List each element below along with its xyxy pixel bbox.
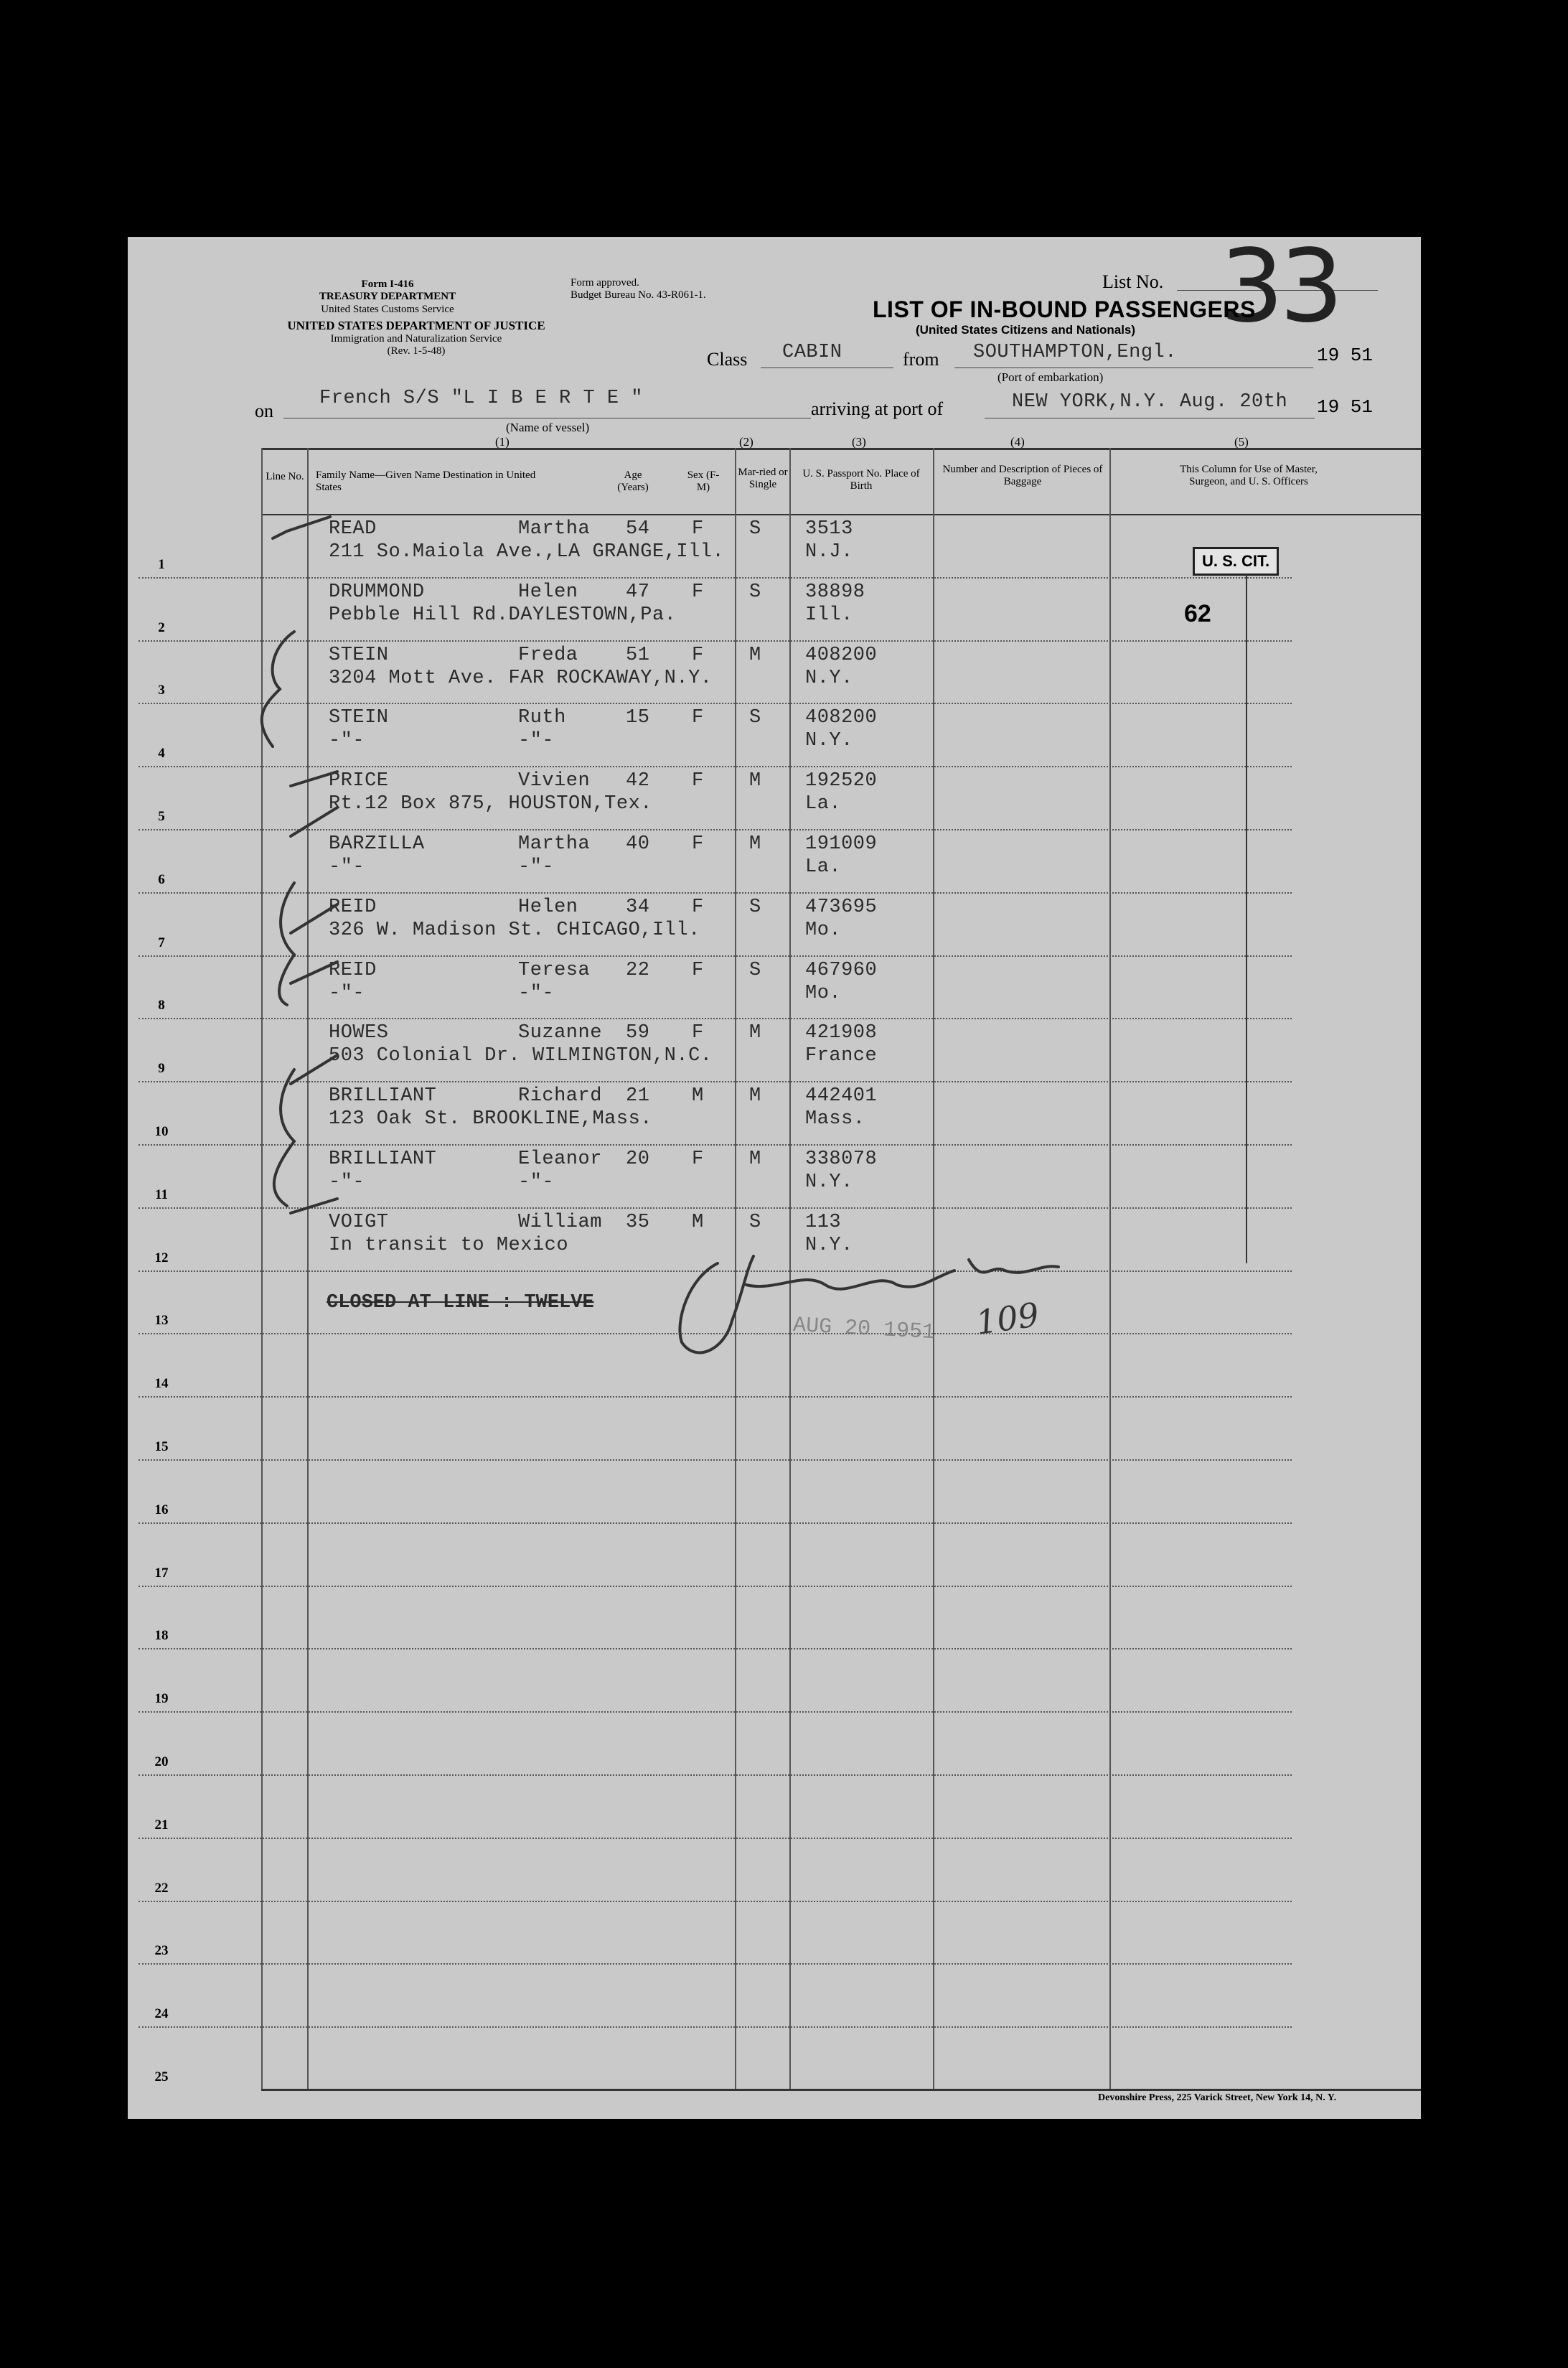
port-of-embarkation: SOUTHAMPTON,Engl. <box>973 342 1177 363</box>
line-number: 4 <box>158 746 165 762</box>
line-number: 16 <box>154 1502 169 1517</box>
passenger-destination: Rt.12 Box 875, HOUSTON,Tex. <box>329 793 652 815</box>
passenger-sex: F <box>692 959 704 981</box>
passenger-age: 40 <box>626 833 650 855</box>
check-mark <box>273 517 330 538</box>
line-number: 9 <box>158 1061 165 1077</box>
passenger-destination: -"- <box>329 982 365 1004</box>
passenger-age: 54 <box>626 518 650 540</box>
line-number: 23 <box>154 1943 169 1959</box>
passenger-age: 51 <box>626 644 650 666</box>
passenger-family-name: READ <box>329 518 377 540</box>
line-number: 6 <box>158 871 165 887</box>
passenger-sex: F <box>692 833 704 855</box>
passenger-birthplace: Mo. <box>805 982 842 1004</box>
passenger-destination: 123 Oak St. BROOKLINE,Mass. <box>329 1108 652 1131</box>
passenger-marital-status: S <box>749 707 761 729</box>
passenger-destination: 3204 Mott Ave. FAR ROCKAWAY,N.Y. <box>329 667 713 689</box>
passenger-birthplace: Ill. <box>805 604 853 626</box>
passenger-family-name: VOIGT <box>329 1211 389 1233</box>
passenger-age: 15 <box>626 707 650 729</box>
line-number: 20 <box>154 1754 169 1769</box>
passenger-marital-status: S <box>749 518 761 540</box>
line-number: 8 <box>158 998 165 1014</box>
passenger-family-name: BRILLIANT <box>329 1148 437 1170</box>
passenger-passport-no: 421908 <box>805 1022 878 1044</box>
col-num-1: (1) <box>495 435 510 449</box>
passenger-passport-no: 113 <box>805 1211 842 1233</box>
us-citizen-stamp: U. S. CIT. <box>1193 547 1279 576</box>
passenger-given-name: Helen <box>518 581 578 603</box>
line-number: 22 <box>154 1880 169 1896</box>
passenger-age: 21 <box>626 1085 650 1108</box>
passenger-birthplace: N.Y. <box>805 1171 853 1193</box>
passenger-sex: F <box>692 1022 704 1044</box>
line-number: 12 <box>154 1250 169 1265</box>
on-label: on <box>255 401 273 421</box>
passenger-destination: 211 So.Maiola Ave.,LA GRANGE,Ill. <box>329 541 725 563</box>
col-officers-use: This Column for Use of Master, Surgeon, and U. S. Officers <box>1180 464 1318 488</box>
passenger-destination: In transit to Mexico <box>329 1234 569 1256</box>
passenger-family-name: BARZILLA <box>329 833 425 855</box>
passenger-sex: M <box>692 1085 704 1108</box>
form-subtitle: (United States Citizens and Nationals) <box>916 323 1136 337</box>
bracket-mark <box>279 883 294 1005</box>
passenger-marital-status: M <box>749 833 761 855</box>
closed-at-line: CLOSED AT LINE : TWELVE <box>327 1292 594 1314</box>
list-no-label: List No. <box>1102 271 1164 292</box>
line-number: 3 <box>158 683 165 698</box>
passenger-birthplace: La. <box>805 856 842 878</box>
passenger-age: 42 <box>626 770 650 792</box>
form-title: LIST OF IN-BOUND PASSENGERS <box>873 296 1256 322</box>
year-1: 19 51 <box>1317 345 1374 366</box>
passenger-family-name: REID <box>329 896 377 918</box>
budget-bureau: Budget Bureau No. 43-R061-1. <box>571 289 706 301</box>
line-number: 10 <box>154 1124 169 1139</box>
line-number: 17 <box>154 1565 169 1581</box>
passenger-marital-status: M <box>749 1022 761 1044</box>
passenger-passport-no: 38898 <box>805 581 865 603</box>
passenger-passport-no: 408200 <box>805 707 878 729</box>
line-number: 19 <box>154 1691 169 1707</box>
passenger-passport-no: 192520 <box>805 770 878 792</box>
arrival-port-date: NEW YORK,N.Y. Aug. 20th <box>1012 391 1288 413</box>
passenger-age: 34 <box>626 896 650 918</box>
line-number: 21 <box>154 1817 169 1833</box>
col-baggage: Number and Description of Pieces of Baggage <box>942 464 1103 488</box>
vessel-name: French S/S "L I B E R T E " <box>319 388 643 409</box>
check-mark <box>291 772 337 786</box>
passenger-family-name: STEIN <box>329 644 389 666</box>
passenger-marital-status: M <box>749 770 761 792</box>
passenger-passport-no: 191009 <box>805 833 878 855</box>
port-embarkation-label: (Port of embarkation) <box>997 370 1104 384</box>
passenger-sex: F <box>692 896 704 918</box>
passenger-sex: F <box>692 644 704 666</box>
year-2: 19 51 <box>1317 396 1374 418</box>
passenger-passport-no: 338078 <box>805 1148 878 1170</box>
printer-footer: Devonshire Press, 225 Varick Street, New York 14, N. Y. <box>1098 2092 1337 2103</box>
passenger-passport-no: 467960 <box>805 959 878 981</box>
passenger-destination: 503 Colonial Dr. WILMINGTON,N.C. <box>329 1045 713 1067</box>
passenger-destination: -"- <box>329 1171 365 1193</box>
line-number: 1 <box>158 556 165 572</box>
bracket-mark <box>262 632 294 747</box>
class-value: CABIN <box>782 342 842 363</box>
passenger-birthplace: N.Y. <box>805 1234 853 1256</box>
check-mark <box>291 1055 337 1084</box>
passenger-marital-status: S <box>749 581 761 603</box>
passenger-given-name: Martha <box>518 518 591 540</box>
passenger-given-name: Teresa <box>518 959 591 981</box>
passenger-marital-status: S <box>749 959 761 981</box>
passenger-sex: F <box>692 1148 704 1170</box>
check-mark <box>291 962 337 983</box>
passenger-birthplace: N.Y. <box>805 730 853 752</box>
passenger-family-name: DRUMMOND <box>329 581 425 603</box>
check-mark <box>291 1199 337 1213</box>
class-label: Class <box>707 349 748 370</box>
officer-count: 62 <box>1184 600 1211 627</box>
passenger-destination: -"- <box>329 730 365 752</box>
passenger-sex: F <box>692 581 704 603</box>
treasury-dept: TREASURY DEPARTMENT <box>319 291 456 303</box>
line-number: 25 <box>154 2069 169 2084</box>
passenger-marital-status: S <box>749 896 761 918</box>
passenger-family-name: PRICE <box>329 770 389 792</box>
passenger-marital-status: S <box>749 1211 761 1233</box>
passenger-given-name: Martha <box>518 833 591 855</box>
list-number: 33 <box>1220 228 1340 345</box>
line-number: 24 <box>154 2006 169 2022</box>
passenger-birthplace: France <box>805 1045 878 1067</box>
passenger-given-ditto: -"- <box>518 730 555 752</box>
passenger-birthplace: Mo. <box>805 919 842 941</box>
passenger-family-name: HOWES <box>329 1022 389 1044</box>
passenger-passport-no: 442401 <box>805 1085 878 1108</box>
passenger-passport-no: 408200 <box>805 644 878 666</box>
inspector-number: 109 <box>973 1295 1042 1342</box>
passenger-given-name: Helen <box>518 896 578 918</box>
line-number: 2 <box>158 619 165 635</box>
passenger-birthplace: N.J. <box>805 541 853 563</box>
passenger-given-ditto: -"- <box>518 1171 555 1193</box>
passenger-birthplace: La. <box>805 793 842 815</box>
passenger-sex: F <box>692 707 704 729</box>
passenger-given-name: Freda <box>518 644 578 666</box>
vessel-label: (Name of vessel) <box>506 421 590 434</box>
form-approved: Form approved. <box>571 277 639 289</box>
passenger-given-name: Vivien <box>518 770 591 792</box>
col-num-3: (3) <box>852 435 866 449</box>
col-name-destination: Family Name—Given Name Destination in United States <box>316 469 536 494</box>
col-marital-status: Mar-ried or Single <box>738 467 788 491</box>
line-number: 11 <box>155 1187 168 1202</box>
passenger-given-name: Richard <box>518 1085 602 1108</box>
passenger-passport-no: 473695 <box>805 896 878 918</box>
passenger-sex: F <box>692 770 704 792</box>
passenger-passport-no: 3513 <box>805 518 853 540</box>
col-age: Age (Years) <box>617 469 649 494</box>
col-passport-birthplace: U. S. Passport No. Place of Birth <box>802 468 920 492</box>
passenger-marital-status: M <box>749 644 761 666</box>
justice-dept: UNITED STATES DEPARTMENT OF JUSTICE <box>287 319 545 332</box>
passenger-family-name: REID <box>329 959 377 981</box>
passenger-age: 47 <box>626 581 650 603</box>
passenger-marital-status: M <box>749 1085 761 1108</box>
passenger-given-name: Ruth <box>518 707 566 729</box>
passenger-given-name: Suzanne <box>518 1022 602 1044</box>
line-number: 15 <box>154 1439 169 1454</box>
passenger-birthplace: Mass. <box>805 1108 865 1131</box>
passenger-marital-status: M <box>749 1148 761 1170</box>
customs-service: United States Customs Service <box>321 303 454 315</box>
passenger-given-ditto: -"- <box>518 982 555 1004</box>
from-label: from <box>903 349 939 370</box>
line-number: 5 <box>158 809 165 824</box>
passenger-age: 35 <box>626 1211 650 1233</box>
passenger-family-name: BRILLIANT <box>329 1085 437 1108</box>
passenger-given-name: Eleanor <box>518 1148 602 1170</box>
passenger-destination: 326 W. Madison St. CHICAGO,Ill. <box>329 919 700 941</box>
line-number: 18 <box>154 1628 169 1644</box>
passenger-destination: -"- <box>329 856 365 878</box>
date-stamp: AUG 20 1951 <box>792 1313 936 1346</box>
line-number: 7 <box>158 935 165 950</box>
col-sex: Sex (F-M) <box>687 469 720 494</box>
ins-service: Immigration and Naturalization Service <box>330 332 502 345</box>
passenger-sex: M <box>692 1211 704 1233</box>
passenger-age: 59 <box>626 1022 650 1044</box>
col-line-no: Line No. <box>266 471 304 482</box>
line-number: 13 <box>154 1313 169 1329</box>
col-num-4: (4) <box>1010 435 1025 449</box>
passenger-family-name: STEIN <box>329 707 389 729</box>
col-num-5: (5) <box>1234 435 1249 449</box>
passenger-birthplace: N.Y. <box>805 667 853 689</box>
col-num-2: (2) <box>739 435 754 449</box>
check-mark <box>291 904 337 933</box>
passenger-given-ditto: -"- <box>518 856 555 878</box>
check-mark <box>291 808 337 836</box>
arriving-label: arriving at port of <box>811 398 944 419</box>
revision: (Rev. 1-5-48) <box>387 345 446 357</box>
form-number: Form I-416 <box>361 279 414 290</box>
passenger-given-name: William <box>518 1211 602 1233</box>
line-number: 14 <box>154 1376 169 1392</box>
inspector-signature <box>680 1256 1058 1352</box>
passenger-age: 20 <box>626 1148 650 1170</box>
passenger-sex: F <box>692 518 704 540</box>
bracket-mark <box>274 1070 294 1206</box>
passenger-age: 22 <box>626 959 650 981</box>
passenger-destination: Pebble Hill Rd.DAYLESTOWN,Pa. <box>329 604 677 626</box>
